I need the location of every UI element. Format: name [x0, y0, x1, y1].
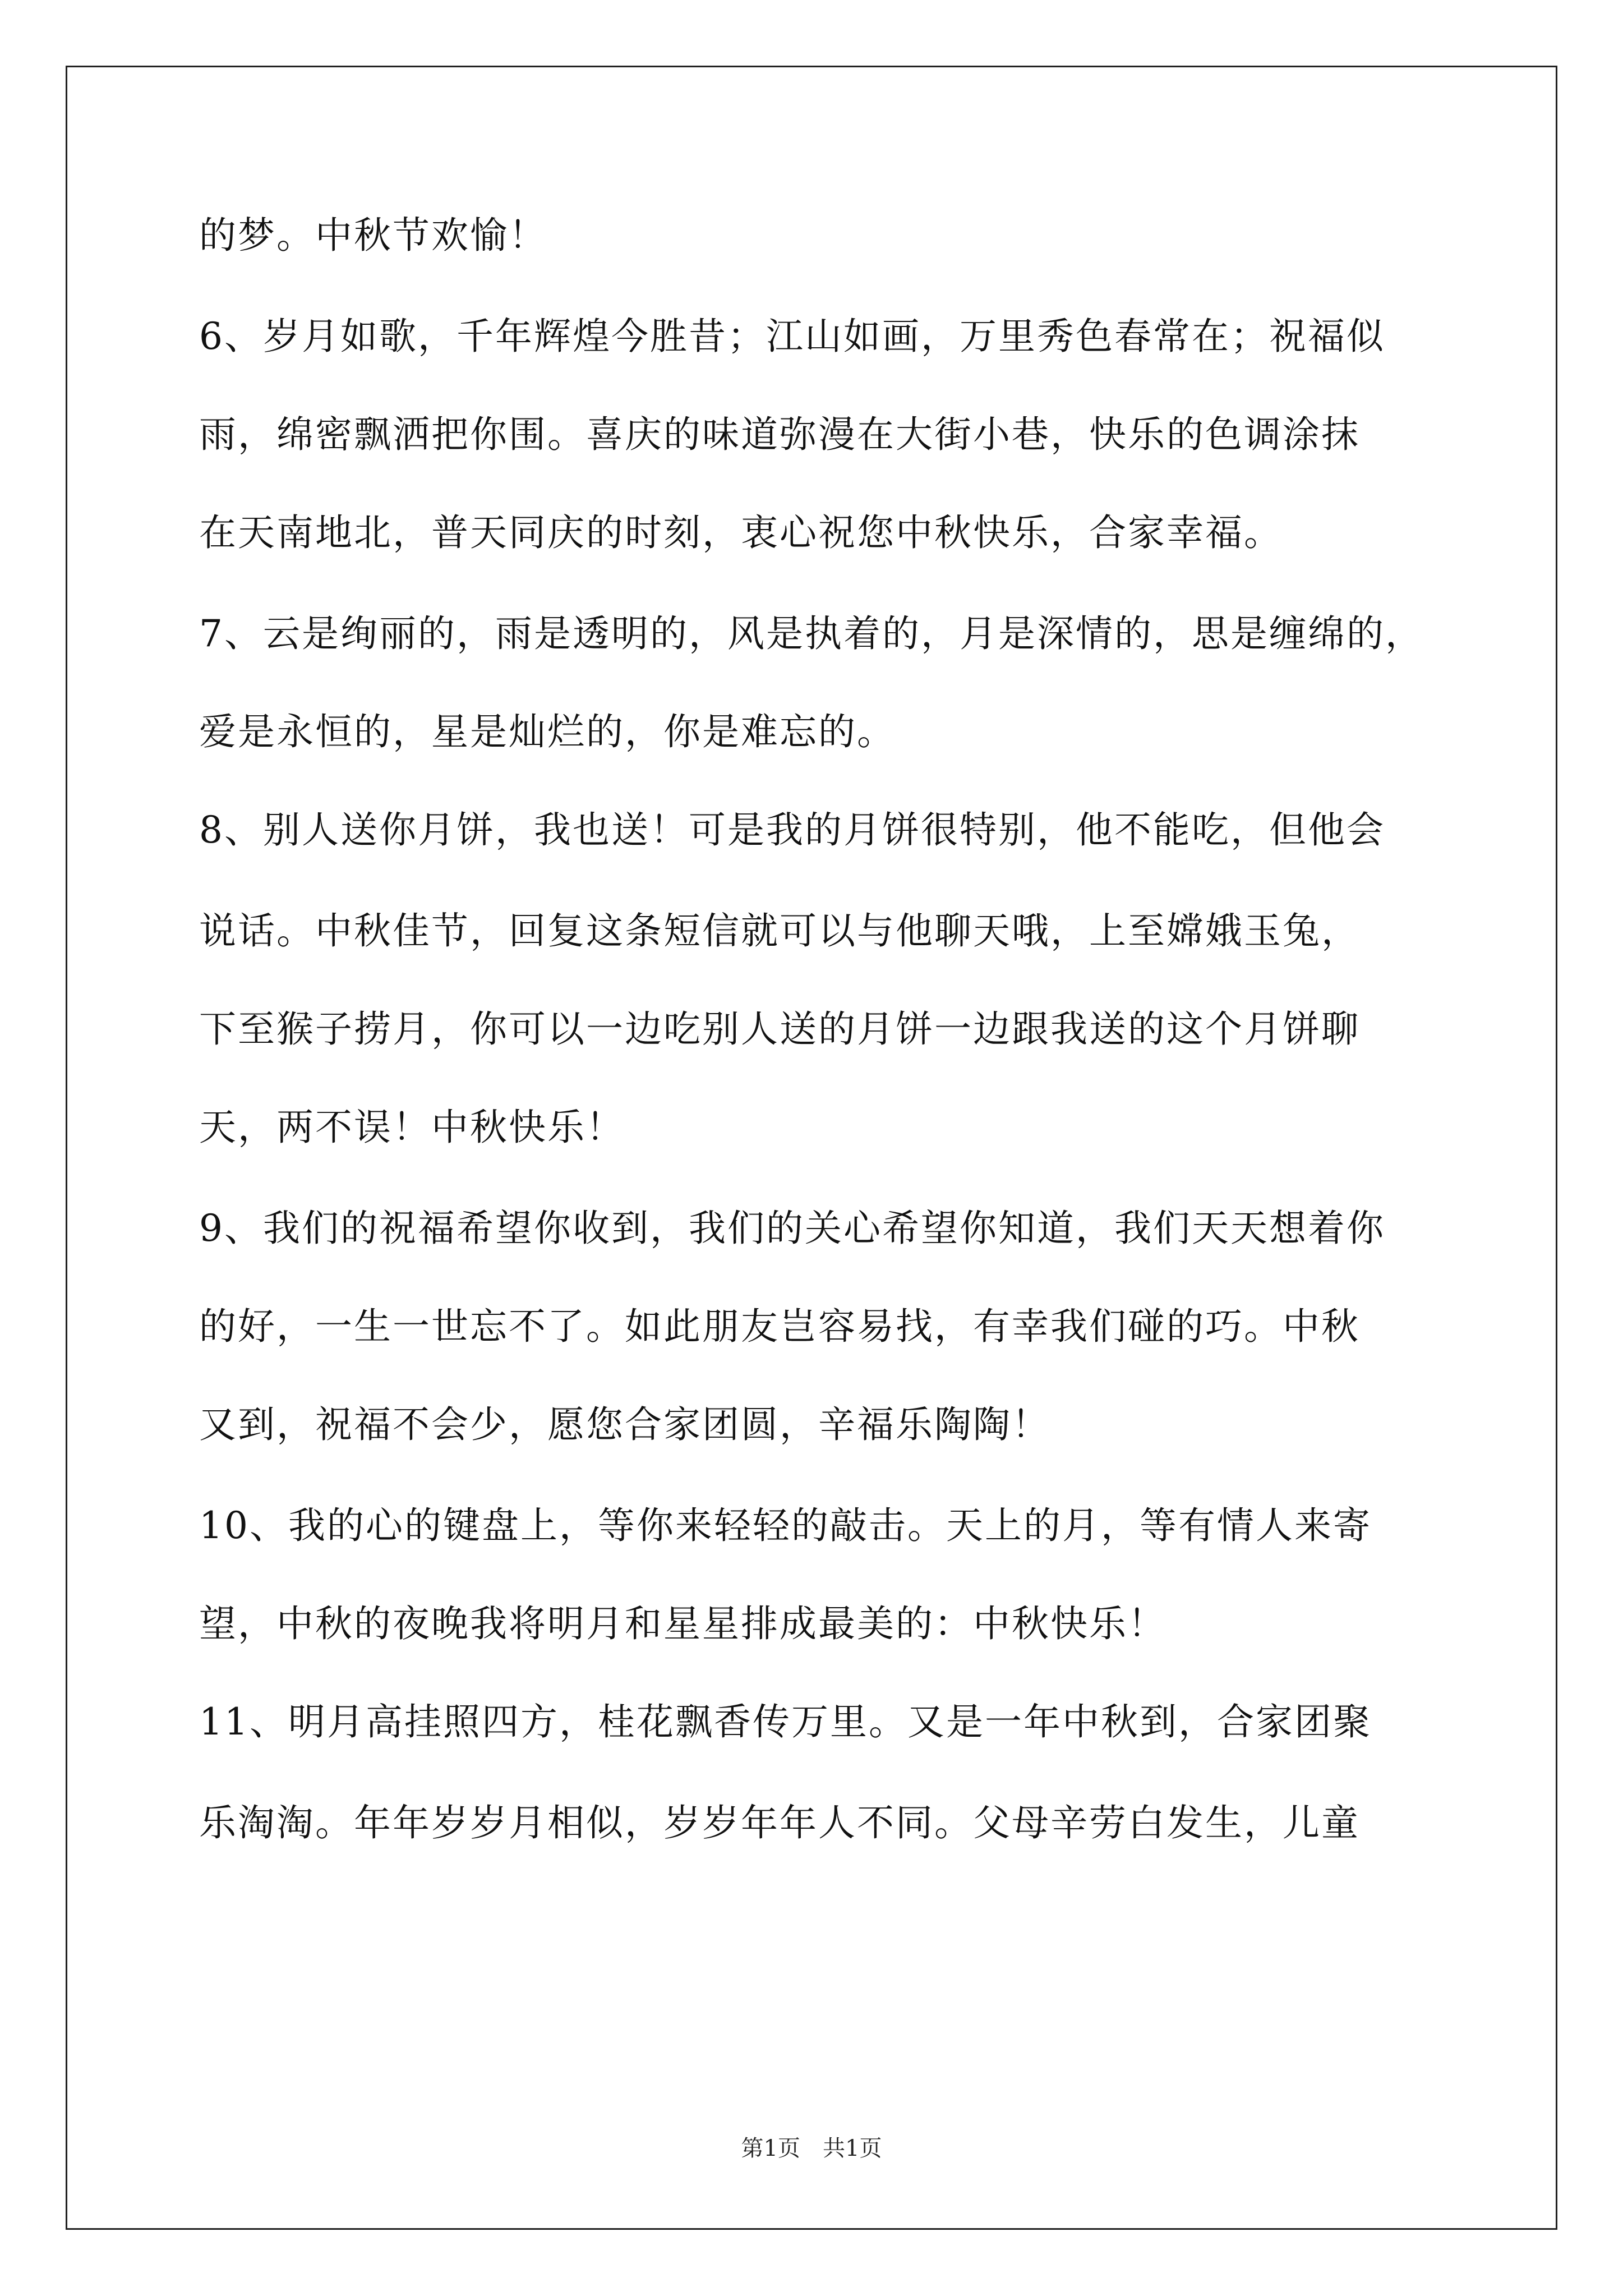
text-line: 乐淘淘。年年岁岁月相似，岁岁年年人不同。父母辛劳白发生，儿童	[199, 1801, 1360, 1844]
text-line: 9、我们的祝福希望你收到，我们的关心希望你知道，我们天天想着你	[199, 1207, 1385, 1250]
text-line: 在天南地北，普天同庆的时刻，衷心祝您中秋快乐，合家幸福。	[199, 511, 1283, 554]
text-line: 6、岁月如歌，千年辉煌今胜昔；江山如画，万里秀色春常在；祝福似	[199, 315, 1385, 358]
text-line: 天，两不误！中秋快乐！	[199, 1106, 625, 1149]
text-line: 的好，一生一世忘不了。如此朋友岂容易找，有幸我们碰的巧。中秋	[199, 1305, 1360, 1348]
page-footer: 第1页 共1页	[741, 2136, 882, 2161]
text-line: 下至猴子捞月，你可以一边吃别人送的月饼一边跟我送的这个月饼聊	[199, 1007, 1360, 1051]
text-line: 说话。中秋佳节，回复这条短信就可以与他聊天哦，上至嫦娥玉兔，	[199, 909, 1360, 953]
text-line: 10、我的心的键盘上，等你来轻轻的敲击。天上的月，等有情人来寄	[199, 1504, 1372, 1547]
text-line: 爱是永恒的，星是灿烂的，你是难忘的。	[199, 710, 896, 753]
text-line: 8、别人送你月饼，我也送！可是我的月饼很特别，他不能吃，但他会	[199, 808, 1385, 852]
text-line: 11、明月高挂照四方，桂花飘香传万里。又是一年中秋到，合家团聚	[199, 1700, 1372, 1743]
text-line: 又到，祝福不会少，愿您合家团圆，辛福乐陶陶！	[199, 1403, 1050, 1446]
text-line: 的梦。中秋节欢愉！	[199, 214, 547, 257]
text-line: 雨，绵密飘洒把你围。喜庆的味道弥漫在大街小巷，快乐的色调涂抹	[199, 413, 1360, 456]
text-line: 7、云是绚丽的，雨是透明的，风是执着的，月是深情的，思是缠绵的，	[199, 612, 1424, 655]
text-line: 望，中秋的夜晚我将明月和星星排成最美的：中秋快乐！	[199, 1602, 1166, 1645]
